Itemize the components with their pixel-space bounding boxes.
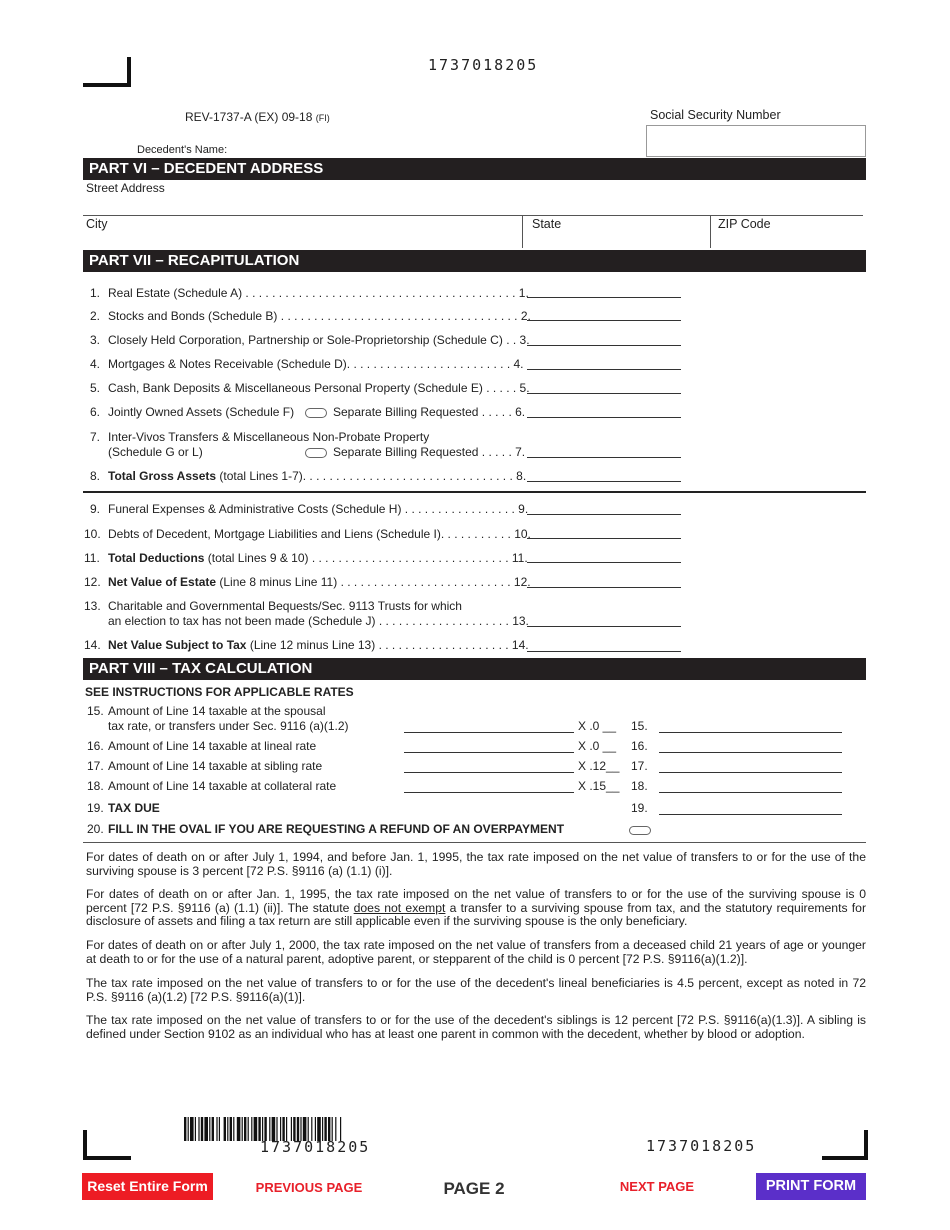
- recap-row-5: [90, 381, 530, 395]
- part8-bottom-line: [83, 842, 866, 843]
- tax-row-num: 20.: [87, 822, 104, 836]
- recap-row-leader: . . . . . . . . . . . . . . . . . . . . . . . . . 4.: [346, 357, 524, 371]
- barcode-bar: [254, 1117, 258, 1141]
- recap-row-num: 6.: [90, 405, 101, 419]
- line-15-tax-input[interactable]: [659, 732, 842, 733]
- barcode-bar: [195, 1117, 196, 1141]
- recap-row-text: Stocks and Bonds (Schedule B): [108, 309, 278, 323]
- recap-row-num: 7.: [90, 430, 101, 444]
- recap-row-num: 2.: [90, 309, 101, 323]
- line-17-rate: X .12__: [578, 759, 620, 773]
- recap-row-num: 14.: [84, 638, 101, 652]
- street-address-label: Street Address: [86, 181, 165, 195]
- tax-row-text: Amount of Line 14 taxable at the spousal: [108, 704, 326, 718]
- recap-row-7-billing: [295, 445, 525, 459]
- recap-row-text: Mortgages & Notes Receivable (Schedule D): [108, 357, 347, 371]
- recap-row-leader: . . . . . . . . . . . . . . . . . . . . . . . . . . . . . . . . . . . . . . . . . 1.: [242, 286, 529, 300]
- line-10-input[interactable]: [527, 538, 681, 539]
- recap-row-num: 3.: [90, 333, 101, 347]
- tax-row-num: 18.: [87, 779, 104, 793]
- recap-row-8: [90, 469, 526, 483]
- recap-row-leader: . . . . . . . . . . . . . . . . . . . . 13.: [375, 614, 529, 628]
- tax-row-text: Amount of Line 14 taxable at lineal rate: [108, 739, 317, 753]
- line-11-input[interactable]: [527, 562, 681, 563]
- tax-row-17: [87, 759, 322, 773]
- barcode-number-right: 1737018205: [646, 1137, 757, 1155]
- tax-row-20: [87, 822, 564, 836]
- line-16-amount-input[interactable]: [404, 752, 574, 753]
- recap-row-num: 8.: [90, 469, 101, 483]
- barcode-number-bottom: 1737018205: [260, 1138, 371, 1156]
- recap-row-text: Closely Held Corporation, Partnership or Sole-Proprietorship (Schedule C): [108, 333, 503, 347]
- recap-row-text: Cash, Bank Deposits & Miscellaneous Personal Property (Schedule E): [108, 381, 483, 395]
- note-paragraph-2-underline: does not exempt: [353, 900, 446, 915]
- part6-title: PART VI – DECEDENT ADDRESS: [83, 158, 866, 180]
- recap-row-14: [84, 638, 529, 652]
- line-2-input[interactable]: [527, 320, 681, 321]
- recap-row-text: Charitable and Governmental Bequests/Sec. 9113 Trusts for which: [108, 599, 462, 613]
- line-4-input[interactable]: [527, 369, 681, 370]
- tax-row-16: [87, 739, 316, 753]
- barcode-bar: [209, 1117, 210, 1141]
- line-16-tax-input[interactable]: [659, 752, 842, 753]
- recap-row-leader: . . . . . . . . . . . . . . . . . . . . . . . . . . . . . . . . . . . . 2.: [277, 309, 531, 323]
- barcode-bar: [198, 1117, 199, 1141]
- line-3-input[interactable]: [527, 345, 681, 346]
- tax-row-num: 17.: [87, 759, 104, 773]
- recap-row-4: [90, 357, 524, 371]
- recap-row-text: Funeral Expenses & Administrative Costs (Schedule H): [108, 502, 402, 516]
- line-15-index: 15.: [631, 719, 648, 733]
- recap-row-num: 13.: [84, 599, 101, 613]
- separate-billing-oval-7[interactable]: [305, 448, 327, 458]
- city-label: City: [86, 217, 108, 231]
- barcode-bar: [233, 1117, 234, 1141]
- line-5-input[interactable]: [527, 393, 681, 394]
- line-12-input[interactable]: [527, 587, 681, 588]
- rates-instructions: SEE INSTRUCTIONS FOR APPLICABLE RATES: [85, 685, 354, 699]
- note-paragraph-2: [86, 888, 866, 929]
- line-14-input[interactable]: [527, 651, 681, 652]
- line-18-amount-input[interactable]: [404, 792, 574, 793]
- recap-row-text: (total Lines 9 & 10): [204, 551, 309, 565]
- tax-row-num: 15.: [87, 704, 104, 718]
- tax-row-text: Amount of Line 14 taxable at sibling rate: [108, 759, 323, 773]
- recap-row-num: 1.: [90, 286, 101, 300]
- ssn-label: Social Security Number: [650, 108, 781, 122]
- line-6-input[interactable]: [527, 417, 681, 418]
- tax-row-15-line2: tax rate, or transfers under Sec. 9116 (a)(1.2): [108, 719, 349, 733]
- barcode-bar: [244, 1117, 246, 1141]
- note-paragraph-2-b: a transfer to a surviving spouse from tax, and the statutory requirements for disclosure of assets and filing a tax return are still applicable even if the surviving spouse is the only beneficiary.: [86, 900, 867, 929]
- city-state-divider: [522, 215, 523, 248]
- line-16-index: 16.: [631, 739, 648, 753]
- barcode-bar: [237, 1117, 241, 1141]
- note-paragraph-5: The tax rate imposed on the net value of transfers to or for the use of the decedent's siblings is 12 percent [72 P.S. §9116(a)(1.3)]. A sibling is defined under Section 9102 as an individual who has at least one parent in common with the decedent, whether by blood or adoption.: [86, 1013, 866, 1041]
- recap-row-12: [84, 575, 531, 589]
- barcode-bar: [204, 1117, 208, 1141]
- recap-divider: [83, 491, 866, 493]
- part8-title: PART VIII – TAX CALCULATION: [83, 658, 866, 680]
- tax-due-label: TAX DUE: [108, 801, 160, 815]
- street-address-line[interactable]: [83, 215, 863, 216]
- note-paragraph-2-a: For dates of death on or after Jan. 1, 1995, the tax rate imposed on the net value of transfers to or for the use of the surviving spouse is 0 percent [72 P.S. §9116 (a) (1.1) (ii)]. The statute: [86, 887, 866, 915]
- separate-billing-label: Separate Billing Requested: [333, 405, 479, 419]
- barcode-bar: [201, 1117, 203, 1141]
- recap-row-leader: . . . . . 7.: [478, 445, 526, 459]
- refund-label: FILL IN THE OVAL IF YOU ARE REQUESTING A REFUND OF AN OVERPAYMENT: [108, 822, 565, 836]
- barcode-bar: [184, 1117, 186, 1141]
- barcode-bar: [219, 1117, 220, 1141]
- line-17-index: 17.: [631, 759, 648, 773]
- page-number: PAGE 2: [443, 1179, 505, 1198]
- recap-row-bold: Net Value Subject to Tax: [108, 638, 247, 652]
- line-19-index: 19.: [631, 801, 648, 815]
- line-8-input[interactable]: [527, 481, 681, 482]
- recap-row-leader: . . 3.: [502, 333, 530, 347]
- recap-row-bold: Total Gross Assets: [108, 469, 217, 483]
- recap-row-num: 9.: [90, 502, 101, 516]
- recap-row-7-line2: [108, 445, 203, 459]
- line-13-input[interactable]: [527, 626, 681, 627]
- recap-row-leader: . . . . . 5.: [482, 381, 530, 395]
- barcode-bar: [242, 1117, 243, 1141]
- separate-billing-oval-6[interactable]: [305, 408, 327, 418]
- recap-row-text: Debts of Decedent, Mortgage Liabilities and Liens (Schedule I): [108, 527, 441, 541]
- recap-row-7: [90, 430, 429, 444]
- barcode-bar: [216, 1117, 217, 1141]
- ssn-input[interactable]: [646, 125, 866, 157]
- barcode-bar: [188, 1117, 189, 1141]
- tax-row-num: 16.: [87, 739, 104, 753]
- recap-row-1: [90, 286, 529, 300]
- recap-row-3: [90, 333, 530, 347]
- note-paragraph-1: For dates of death on or after July 1, 1994, and before Jan. 1, 1995, the tax rate imposed on the net value of transfers to or for the use of the surviving spouse is 3 percent [72 P.S. §9116 (a) (1.1) (i)].: [86, 850, 866, 878]
- reset-form-button[interactable]: Reset Entire Form: [82, 1173, 213, 1200]
- form-code: [185, 110, 330, 124]
- recap-row-num: 12.: [84, 575, 101, 589]
- note-paragraph-4: The tax rate imposed on the net value of transfers to or for the use of the decedent's lineal beneficiaries is 4.5 percent, except as noted in 72 P.S. §9116 (a)(1.2) [72 P.S. §9116(a)(1)].: [86, 976, 866, 1004]
- barcode-bar: [251, 1117, 252, 1141]
- previous-page-link[interactable]: PREVIOUS PAGE: [255, 1180, 363, 1195]
- barcode-bar: [227, 1117, 228, 1141]
- line-18-rate: X .15__: [578, 779, 620, 793]
- recap-row-leader: . . . . . . . . . . . . . . . . . . . . 14.: [375, 638, 529, 652]
- line-15-rate: X .0 __: [578, 719, 617, 733]
- corner-mark-bottom-right: [822, 1130, 868, 1160]
- recap-row-13: [84, 599, 462, 613]
- line-18-index: 18.: [631, 779, 648, 793]
- recap-row-leader: . . . . . . . . . . . 10.: [440, 527, 531, 541]
- tax-row-num: 19.: [87, 801, 104, 815]
- barcode-bar: [230, 1117, 232, 1141]
- form-code-suffix: (FI): [315, 113, 330, 123]
- recap-row-2: [90, 309, 531, 323]
- recap-row-leader: . . . . . . . . . . . . . . . . . . . . . . . . . . . . . . 11.: [308, 551, 528, 565]
- recap-row-13-line2: [108, 614, 529, 628]
- zip-label: ZIP Code: [718, 217, 771, 231]
- recap-row-6-billing: [295, 405, 525, 419]
- recap-row-num: 5.: [90, 381, 101, 395]
- recap-row-num: 10.: [84, 527, 101, 541]
- separate-billing-label: Separate Billing Requested: [333, 445, 479, 459]
- line-9-input[interactable]: [527, 514, 681, 515]
- recap-row-text: Inter-Vivos Transfers & Miscellaneous Non-Probate Property: [108, 430, 430, 444]
- print-form-button[interactable]: PRINT FORM: [756, 1173, 866, 1200]
- recap-row-text: Real Estate (Schedule A): [108, 286, 243, 300]
- barcode-bar: [248, 1117, 249, 1141]
- corner-mark-top-left: [83, 57, 131, 87]
- line-1-input[interactable]: [527, 297, 681, 298]
- recap-row-text-2: an election to tax has not been made (Schedule J): [108, 614, 376, 628]
- recap-row-text: (total Lines 1-7): [216, 469, 303, 483]
- decedent-name-label: Decedent's Name:: [137, 144, 228, 156]
- form-code-text: REV-1737-A (EX) 09-18: [185, 110, 313, 124]
- recap-row-text: (Line 8 minus Line 11): [216, 575, 338, 589]
- state-label: State: [532, 217, 562, 231]
- recap-row-9: [90, 502, 528, 516]
- tax-row-19: [87, 801, 160, 815]
- tax-row-15: [87, 704, 325, 718]
- recap-row-10: [84, 527, 531, 541]
- barcode-bar: [212, 1117, 214, 1141]
- line-16-rate: X .0 __: [578, 739, 617, 753]
- recap-row-text-2: (Schedule G or L): [108, 445, 203, 459]
- next-page-link[interactable]: NEXT PAGE: [619, 1179, 695, 1194]
- recap-row-num: 4.: [90, 357, 101, 371]
- recap-row-leader: . . . . . . . . . . . . . . . . . . . . . . . . . . 12.: [337, 575, 531, 589]
- refund-oval[interactable]: [629, 826, 651, 835]
- barcode-bar: [190, 1117, 194, 1141]
- recap-row-leader: . . . . . . . . . . . . . . . . . . . . . . . . . . . . . . . . 8.: [302, 469, 527, 483]
- line-15-amount-input[interactable]: [404, 732, 574, 733]
- recap-row-bold: Net Value of Estate: [108, 575, 217, 589]
- recap-row-text: Jointly Owned Assets (Schedule F): [108, 405, 295, 419]
- recap-row-text: (Line 12 minus Line 13): [246, 638, 376, 652]
- recap-row-leader: . . . . . . . . . . . . . . . . . 9.: [401, 502, 529, 516]
- line-19-tax-input[interactable]: [659, 814, 842, 815]
- barcode-number-top: 1737018205: [428, 56, 539, 74]
- state-zip-divider: [710, 215, 711, 248]
- recap-row-6: [90, 405, 294, 419]
- recap-row-11: [84, 551, 528, 565]
- line-17-amount-input[interactable]: [404, 772, 574, 773]
- note-paragraph-3: For dates of death on or after July 1, 2000, the tax rate imposed on the net value of transfers from a deceased child 21 years of age or younger at death to or for the use of a natural parent, adoptive parent, or stepparent of the child is 0 percent [72 P.S. §9116(a)(1.2)].: [86, 938, 866, 966]
- recap-row-num: 11.: [84, 551, 100, 565]
- line-7-input[interactable]: [527, 457, 681, 458]
- line-17-tax-input[interactable]: [659, 772, 842, 773]
- recap-row-leader: . . . . . 6.: [478, 405, 526, 419]
- barcode-bar: [224, 1117, 226, 1141]
- tax-row-text: Amount of Line 14 taxable at collateral rate: [108, 779, 337, 793]
- recap-row-bold: Total Deductions: [108, 551, 205, 565]
- part7-title: PART VII – RECAPITULATION: [83, 250, 866, 272]
- line-18-tax-input[interactable]: [659, 792, 842, 793]
- corner-mark-bottom-left: [83, 1130, 131, 1160]
- tax-row-18: [87, 779, 336, 793]
